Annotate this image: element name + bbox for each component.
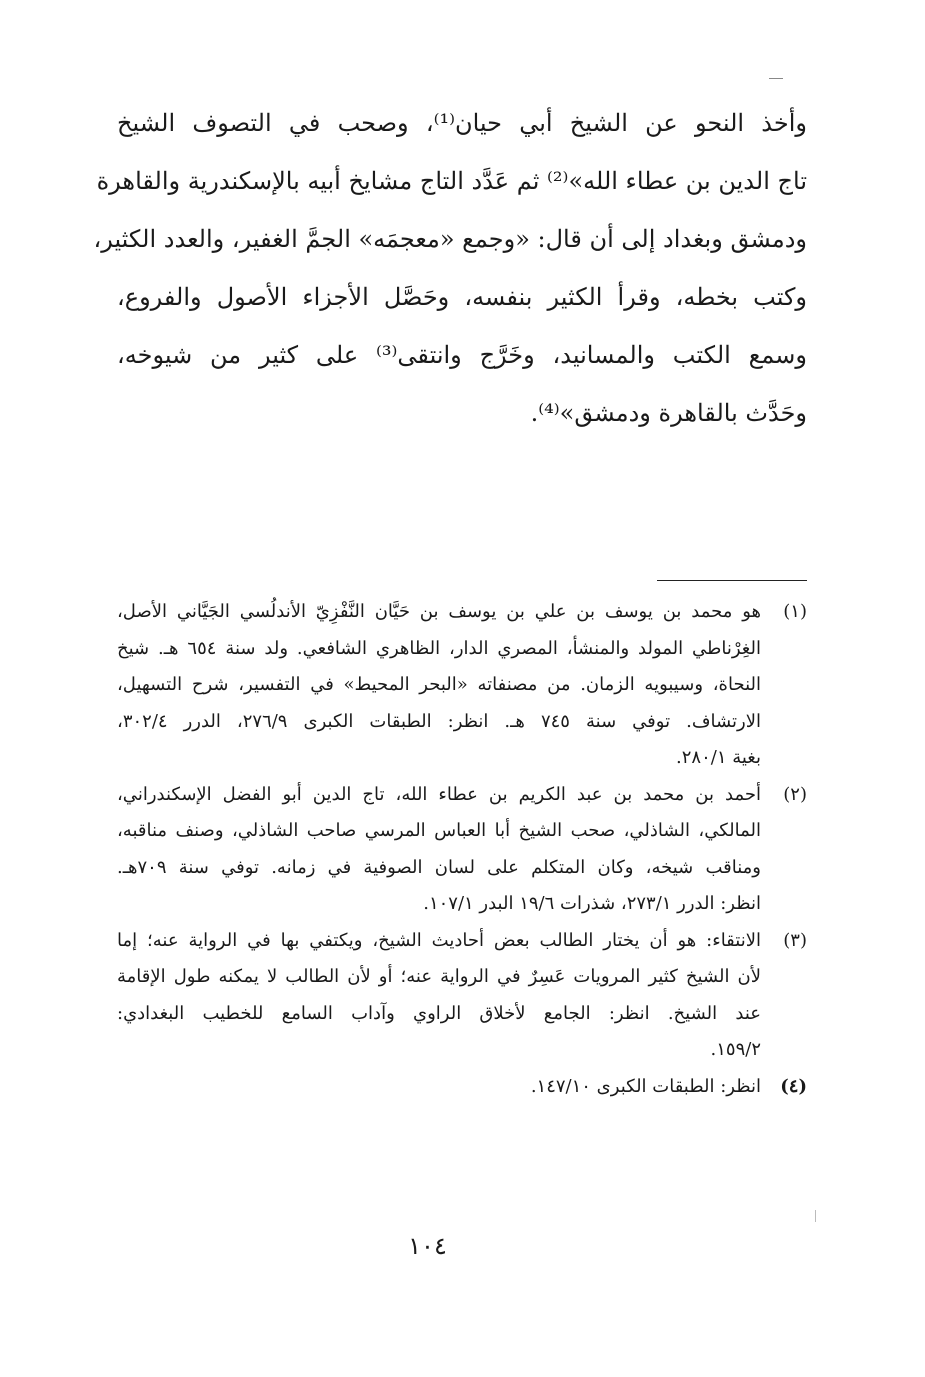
main-text-line: ودمشق وبغداد إلى أن قال: «وجمع «معجمَه» الجمَّ الغفير، والعدد الكثير،: [93, 225, 807, 253]
footnote-separator: [657, 580, 807, 581]
footnote-line: أحمد بن محمد بن عبد الكريم بن عطاء الله، تاج الدين أبو الفضل الإسكندراني،: [117, 783, 761, 805]
footnote-line: انظر: الدرر ٢٧٣/١، شذرات ١٩/٦ البدر ١٠٧/١.: [423, 893, 761, 914]
footnote-3: [117, 923, 807, 1069]
main-text-line: تاج الدين بن عطاء الله»⁽²⁾ ثم عَدَّد التاج مشايخ أبيه بالإسكندرية والقاهرة: [96, 167, 807, 195]
edge-mark: [815, 1210, 816, 1222]
footnote-line: عند الشيخ. انظر: الجامع لأخلاق الراوي وآداب السامع للخطيب البغدادي:: [117, 1002, 761, 1024]
footnote-2: [117, 777, 807, 923]
footnote-line: ١٥٩/٢.: [710, 1039, 761, 1060]
footnote-line: الارتشاف. توفي سنة ٧٤٥ هـ. انظر: الطبقات الكبرى ٢٧٦/٩، الدرر ٣٠٢/٤،: [117, 710, 762, 732]
footnote-4: [117, 1069, 807, 1106]
corner-mark: [769, 78, 783, 79]
main-text-line: وسمع الكتب والمسانيد، وخَرَّج وانتقى⁽³⁾ على كثير من شيوخه،: [117, 341, 807, 369]
footnote-1: [117, 594, 807, 777]
footnote-line: الغِرْناطي المولد والمنشأ، المصري الدار، الظاهري الشافعي. ولد سنة ٦٥٤ هـ. شيخ: [117, 637, 761, 659]
footnote-line: بغية ٢٨٠/١.: [676, 747, 761, 768]
footnote-line: النحاة، وسيبويه الزمان. من مصنفاته «البحر المحيط» في التفسير، شرح التسهيل،: [117, 674, 761, 695]
footnote-line: ومناقب شيخه، وكان المتكلم على لسان الصوفية في زمانه. توفي سنة ٧٠٩هـ.: [117, 856, 761, 878]
footnote-number: (١): [783, 601, 807, 622]
main-text-line: وحَدَّث بالقاهرة ودمشق»⁽⁴⁾.: [530, 399, 807, 427]
footnotes-section: [117, 594, 807, 1105]
main-text-paragraph: [93, 94, 807, 442]
footnote-line: هو محمد بن يوسف بن علي بن يوسف بن حَيَّان النَّفْزِيّ الأندلُسي الجَيَّاني الأصل،: [117, 601, 761, 622]
footnote-line: المالكي، الشاذلي، صحب الشيخ أبا العباس المرسي صاحب الشاذلي، وصنف مناقبه،: [117, 820, 761, 841]
footnote-line: انظر: الطبقات الكبرى ١٤٧/١٠.: [530, 1075, 761, 1097]
footnote-line: الانتقاء: هو أن يختار الطالب بعض أحاديث الشيخ، ويكتفي بها في الرواية عنه؛ إما: [117, 929, 761, 951]
footnote-number: (٣): [783, 929, 807, 951]
footnote-line: لأن الشيخ كثير المرويات عَسِرٌ في الرواية عنه؛ أو لأن الطالب لا يمكنه طول الإقامة: [117, 966, 761, 987]
main-text-line: وأخذ النحو عن الشيخ أبي حيان⁽¹⁾، وصحب في التصوف الشيخ: [117, 109, 807, 137]
page-number: ١٠٤: [408, 1232, 447, 1260]
footnote-number: (٤): [780, 1075, 807, 1097]
footnote-number: (٢): [783, 783, 807, 805]
main-text-line: وكتب بخطه، وقرأ الكثير بنفسه، وحَصَّل الأجزاء الأصول والفروع،: [117, 283, 807, 311]
